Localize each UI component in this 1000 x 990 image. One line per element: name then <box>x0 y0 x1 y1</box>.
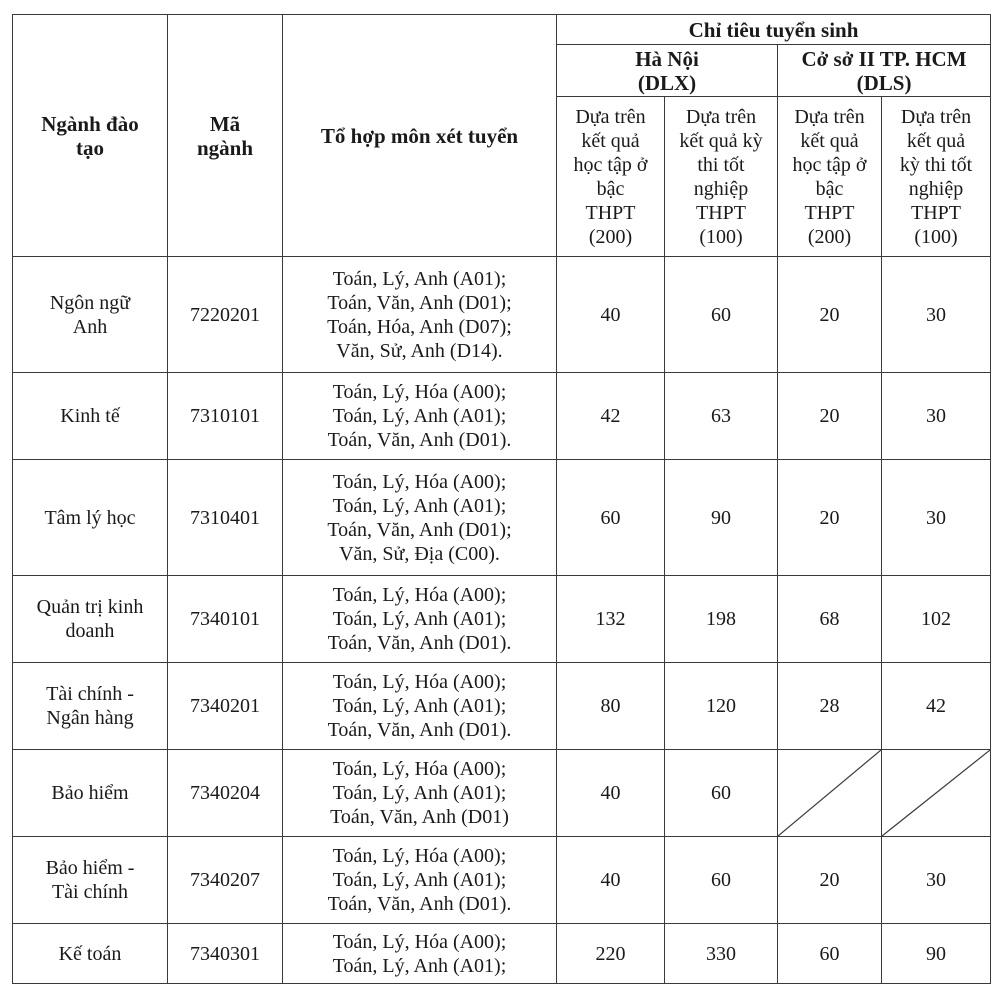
header-line: học tập ở <box>573 153 648 176</box>
header-line: kỳ thi tốt <box>899 153 973 176</box>
major-code-cell: 7310101 <box>168 373 283 460</box>
subject-combos-cell <box>283 750 557 837</box>
campus-hcm-name: Cở sở II TP. HCM <box>801 46 967 71</box>
major-code-cell: 7340204 <box>168 750 283 837</box>
header-line: thi tốt <box>697 153 745 176</box>
major-name-line: Bảo hiểm - <box>45 857 135 879</box>
hanoi-transcript-quota: 132 <box>557 576 665 663</box>
subject-combo: Toán, Văn, Anh (D01); <box>327 518 512 541</box>
hcm-exam-quota: 30 <box>882 373 991 460</box>
table-row <box>13 257 991 373</box>
header-line: Dựa trên <box>794 105 865 128</box>
major-name-line: Anh <box>72 315 108 338</box>
diagonal-strike <box>882 750 990 836</box>
header-line: bậc <box>596 177 625 200</box>
table-row <box>13 924 991 984</box>
major-name-line: Kế toán <box>58 942 122 965</box>
table-body <box>13 257 991 984</box>
header-line: học tập ở <box>792 153 867 176</box>
subject-combo: Toán, Lý, Hóa (A00); <box>332 470 507 493</box>
table-row <box>13 750 991 837</box>
hcm-exam-quota: 30 <box>882 460 991 576</box>
hanoi-exam-quota: 60 <box>665 257 778 373</box>
hcm-transcript-quota: 20 <box>778 460 882 576</box>
subject-combo: Toán, Văn, Anh (D01). <box>327 429 512 451</box>
header-line: (100) <box>699 225 743 248</box>
major-name-line: Quản trị kinh <box>36 596 144 618</box>
subject-combo: Toán, Văn, Anh (D01). <box>327 719 512 741</box>
hanoi-transcript-quota: 40 <box>557 257 665 373</box>
hanoi-transcript-quota: 60 <box>557 460 665 576</box>
subject-combo: Toán, Lý, Anh (A01); <box>332 405 507 427</box>
major-code-cell: 7220201 <box>168 257 283 373</box>
subject-combo: Toán, Lý, Anh (A01); <box>332 494 507 517</box>
campus-hcm-code: (DLS) <box>856 70 912 95</box>
major-name-line: Tâm lý học <box>44 506 136 529</box>
header-line: THPT <box>696 201 746 224</box>
major-name-cell <box>13 373 168 460</box>
subject-combo: Toán, Văn, Anh (D01) <box>330 806 509 828</box>
major-name-cell <box>13 576 168 663</box>
table-row <box>13 576 991 663</box>
hcm-exam-quota: 90 <box>882 924 991 984</box>
hanoi-transcript-quota: 220 <box>557 924 665 984</box>
subject-combos-cell <box>283 576 557 663</box>
header-campus-hanoi <box>557 45 778 97</box>
table-row <box>13 460 991 576</box>
major-name-cell <box>13 837 168 924</box>
hcm-exam-quota: 42 <box>882 663 991 750</box>
header-line: THPT <box>804 201 855 224</box>
hanoi-transcript-quota: 80 <box>557 663 665 750</box>
subject-combo: Văn, Sử, Anh (D14). <box>336 339 503 362</box>
campus-hanoi-name: Hà Nội <box>635 46 699 71</box>
subject-combo: Toán, Lý, Anh (A01); <box>332 954 507 977</box>
subject-combo: Toán, Lý, Anh (A01); <box>332 608 507 630</box>
hanoi-exam-quota: 198 <box>665 576 778 663</box>
header-hcm-exam <box>882 97 991 257</box>
header-line: bậc <box>815 177 844 200</box>
major-name-cell <box>13 257 168 373</box>
hcm-exam-quota-not-offered <box>882 750 991 837</box>
hanoi-exam-quota: 330 <box>665 924 778 984</box>
header-text: Mã ngành <box>196 111 254 160</box>
hcm-transcript-quota: 20 <box>778 373 882 460</box>
header-line: nghiệp <box>693 177 749 200</box>
major-name-cell <box>13 663 168 750</box>
hanoi-transcript-quota: 40 <box>557 837 665 924</box>
major-name-cell <box>13 750 168 837</box>
subject-combo: Toán, Lý, Hóa (A00); <box>332 381 507 403</box>
subject-combo: Toán, Lý, Hóa (A00); <box>332 671 507 693</box>
table-row <box>13 373 991 460</box>
major-code-cell: 7340207 <box>168 837 283 924</box>
hanoi-transcript-quota: 42 <box>557 373 665 460</box>
admission-quota-document <box>12 14 990 984</box>
table-row <box>13 837 991 924</box>
header-combos: Tổ hợp môn xét tuyển <box>283 15 557 257</box>
header-line: (200) <box>588 225 633 248</box>
header-line: THPT <box>911 201 962 224</box>
subject-combo: Toán, Lý, Hóa (A00); <box>332 758 507 780</box>
subject-combo: Toán, Lý, Hóa (A00); <box>332 584 507 606</box>
major-code-cell: 7310401 <box>168 460 283 576</box>
major-name-line: Ngôn ngữ <box>49 291 131 314</box>
header-code <box>168 15 283 257</box>
header-line: THPT <box>585 201 636 224</box>
hanoi-exam-quota: 90 <box>665 460 778 576</box>
subject-combos-cell <box>283 373 557 460</box>
subject-combo: Toán, Lý, Hóa (A00); <box>332 930 507 953</box>
hcm-transcript-quota: 28 <box>778 663 882 750</box>
major-name-line: Bảo hiểm <box>51 782 129 804</box>
table-header <box>13 15 991 257</box>
admission-quota-table <box>12 14 991 984</box>
subject-combo: Toán, Lý, Hóa (A00); <box>332 845 507 867</box>
subject-combos-cell <box>283 924 557 984</box>
major-name-line: Ngân hàng <box>46 707 134 729</box>
header-line: Dựa trên <box>575 105 646 128</box>
header-line: kết quả <box>800 129 859 152</box>
header-line: kết quả <box>581 129 640 152</box>
subject-combo: Văn, Sử, Địa (C00). <box>339 542 500 565</box>
header-line: nghiệp <box>908 177 964 200</box>
subject-combo: Toán, Hóa, Anh (D07); <box>327 315 512 338</box>
hcm-transcript-quota-not-offered <box>778 750 882 837</box>
hcm-transcript-quota: 60 <box>778 924 882 984</box>
header-hn-transcript <box>557 97 665 257</box>
major-name-line: Tài chính - <box>46 683 134 705</box>
hanoi-exam-quota: 63 <box>665 373 778 460</box>
major-name-line: Tài chính <box>51 881 129 903</box>
major-code-cell: 7340301 <box>168 924 283 984</box>
subject-combos-cell <box>283 663 557 750</box>
hcm-exam-quota: 102 <box>882 576 991 663</box>
hanoi-exam-quota: 60 <box>665 750 778 837</box>
header-text: Ngành đào tạo <box>41 111 139 160</box>
campus-hanoi-code: (DLX) <box>637 70 697 95</box>
header-major <box>13 15 168 257</box>
header-hn-exam <box>665 97 778 257</box>
header-quota: Chỉ tiêu tuyển sinh <box>557 15 991 45</box>
table-row <box>13 663 991 750</box>
header-line: Dựa trên <box>900 105 972 128</box>
subject-combos-cell <box>283 460 557 576</box>
major-name-cell <box>13 924 168 984</box>
diagonal-strike <box>778 750 881 836</box>
hanoi-exam-quota: 60 <box>665 837 778 924</box>
major-name-cell <box>13 460 168 576</box>
header-hcm-transcript <box>778 97 882 257</box>
hcm-exam-quota: 30 <box>882 257 991 373</box>
hcm-transcript-quota: 20 <box>778 257 882 373</box>
header-line: (200) <box>807 225 852 248</box>
hcm-transcript-quota: 68 <box>778 576 882 663</box>
subject-combo: Toán, Lý, Anh (A01); <box>332 869 507 891</box>
hcm-exam-quota: 30 <box>882 837 991 924</box>
major-name-line: Kinh tế <box>60 405 120 427</box>
header-line: (100) <box>914 225 958 248</box>
subject-combo: Toán, Văn, Anh (D01). <box>327 893 512 915</box>
subject-combo: Toán, Lý, Anh (A01); <box>332 267 507 290</box>
hanoi-transcript-quota: 40 <box>557 750 665 837</box>
subject-combo: Toán, Lý, Anh (A01); <box>332 695 507 717</box>
header-line: Dựa trên <box>685 105 757 128</box>
subject-combos-cell <box>283 837 557 924</box>
header-line: kết quả kỳ <box>679 129 763 152</box>
header-line: kết quả <box>906 129 966 152</box>
hanoi-exam-quota: 120 <box>665 663 778 750</box>
subject-combo: Toán, Văn, Anh (D01). <box>327 632 512 654</box>
header-campus-hcm <box>778 45 991 97</box>
subject-combos-cell <box>283 257 557 373</box>
major-code-cell: 7340201 <box>168 663 283 750</box>
hcm-transcript-quota: 20 <box>778 837 882 924</box>
major-code-cell: 7340101 <box>168 576 283 663</box>
subject-combo: Toán, Lý, Anh (A01); <box>332 782 507 804</box>
subject-combo: Toán, Văn, Anh (D01); <box>327 291 512 314</box>
major-name-line: doanh <box>65 620 115 642</box>
